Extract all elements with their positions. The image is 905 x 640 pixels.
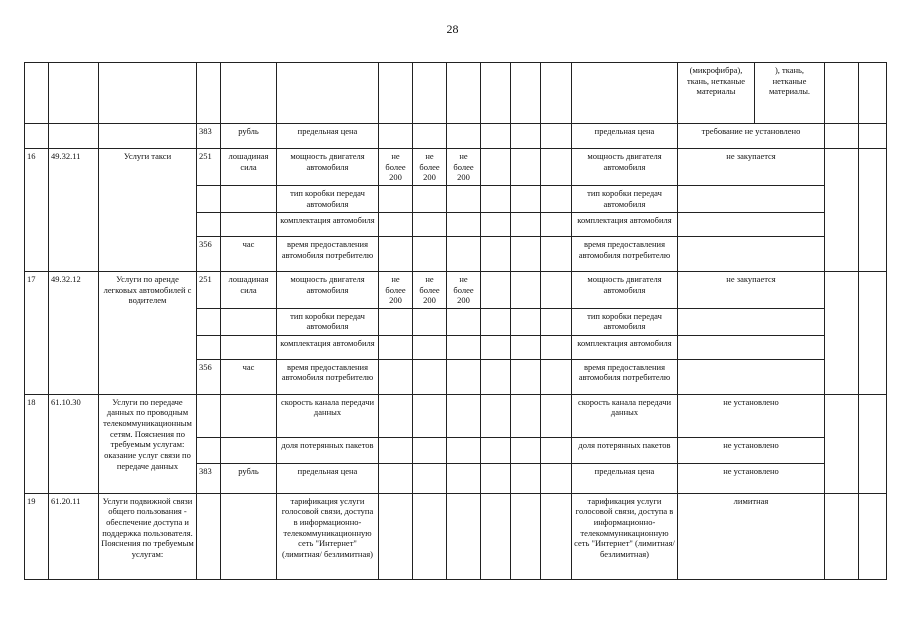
cell-code: 251 — [197, 271, 221, 308]
cell-characteristic: предельная цена — [277, 463, 379, 493]
cell-characteristic-right: мощность двигателя автомобиля — [572, 271, 678, 308]
cell-characteristic-right: комплектация автомобиля — [572, 212, 678, 236]
cell-value: не установлено — [678, 463, 825, 493]
okpd-code: 61.10.30 — [49, 394, 99, 493]
cell-limit: не более 200 — [379, 149, 413, 186]
cell-characteristic: мощность двигателя автомобиля — [277, 149, 379, 186]
cell-characteristic-right: тип коробки передач автомобиля — [572, 185, 678, 212]
cell-characteristic: тарификация услуги голосовой связи, доступа в информационно-телекоммуникационную сеть "Интернет" (лимитная/ безлимитная) — [277, 493, 379, 579]
row-number: 19 — [25, 493, 49, 579]
cell-limit: не более 200 — [413, 149, 447, 186]
cell-characteristic-right: скорость канала передачи данных — [572, 394, 678, 437]
cell-code: 251 — [197, 149, 221, 186]
cell-characteristic: предельная цена — [277, 124, 379, 149]
cell-unit: час — [221, 359, 277, 394]
cell-characteristic: мощность двигателя автомобиля — [277, 271, 379, 308]
cell-characteristic-right: время предоставления автомобиля потребителю — [572, 236, 678, 271]
cell-characteristic-right: тип коробки передач автомобиля — [572, 308, 678, 335]
cell-characteristic: комплектация автомобиля — [277, 335, 379, 359]
cell-value: не установлено — [678, 437, 825, 463]
requirements-table — [24, 62, 887, 580]
cell-value: не закупается — [678, 149, 825, 186]
table-row — [25, 493, 887, 579]
cell-characteristic: время предоставления автомобиля потребителю — [277, 236, 379, 271]
cell-limit: не более 200 — [379, 271, 413, 308]
cell-characteristic-right: предельная цена — [572, 124, 678, 149]
cell-code: 356 — [197, 359, 221, 394]
cell-value: не установлено — [678, 394, 825, 437]
cell-characteristic: комплектация автомобиля — [277, 212, 379, 236]
okpd-code: 61.20.11 — [49, 493, 99, 579]
cell-characteristic: тип коробки передач автомобиля — [277, 185, 379, 212]
okpd-code: 49.32.11 — [49, 149, 99, 272]
cell-value: требование не установлено — [678, 124, 825, 149]
row-number: 17 — [25, 271, 49, 394]
table-row — [25, 271, 887, 308]
page-number: 28 — [446, 22, 459, 36]
cell-value: лимитная — [678, 493, 825, 579]
cell-unit: лошадиная сила — [221, 271, 277, 308]
cell-material-1: (микрофибра), ткань, нетканые материалы — [678, 63, 755, 124]
cell-limit: не более 200 — [447, 149, 481, 186]
cell-limit: не более 200 — [413, 271, 447, 308]
cell-characteristic: доля потерянных пакетов — [277, 437, 379, 463]
cell-characteristic: тип коробки передач автомобиля — [277, 308, 379, 335]
service-name: Услуги по передаче данных по проводным телекоммуникационным сетям. Пояснения по требуемым услугам: оказание услуг связи по передаче данных — [99, 394, 197, 493]
service-name: Услуги подвижной связи общего пользования - обеспечение доступа и поддержка пользователя. Пояснения по требуемым услугам: — [99, 493, 197, 579]
table-row — [25, 124, 887, 149]
table-row — [25, 63, 887, 124]
cell-characteristic-right: предельная цена — [572, 463, 678, 493]
cell-code: 356 — [197, 236, 221, 271]
cell-unit: рубль — [221, 124, 277, 149]
service-name: Услуги такси — [99, 149, 197, 272]
cell-characteristic: время предоставления автомобиля потребителю — [277, 359, 379, 394]
table-row — [25, 149, 887, 186]
cell-limit: не более 200 — [447, 271, 481, 308]
row-number: 16 — [25, 149, 49, 272]
cell-code: 383 — [197, 124, 221, 149]
cell-unit: рубль — [221, 463, 277, 493]
cell-code: 383 — [197, 463, 221, 493]
cell-unit: час — [221, 236, 277, 271]
cell-unit: лошадиная сила — [221, 149, 277, 186]
row-number: 18 — [25, 394, 49, 493]
cell-characteristic-right: доля потерянных пакетов — [572, 437, 678, 463]
service-name: Услуги по аренде легковых автомобилей с водителем — [99, 271, 197, 394]
cell-characteristic-right: тарификация услуги голосовой связи, доступа в информационно-телекоммуникационную сеть "Интернет" (лимитная/ безлимитная) — [572, 493, 678, 579]
okpd-code: 49.32.12 — [49, 271, 99, 394]
cell-characteristic-right: мощность двигателя автомобиля — [572, 149, 678, 186]
cell-value: не закупается — [678, 271, 825, 308]
table-row — [25, 394, 887, 437]
cell-characteristic-right: время предоставления автомобиля потребителю — [572, 359, 678, 394]
cell-characteristic-right: комплектация автомобиля — [572, 335, 678, 359]
cell-material-2: ), ткань, нетканые материалы. — [755, 63, 825, 124]
cell-characteristic: скорость канала передачи данных — [277, 394, 379, 437]
